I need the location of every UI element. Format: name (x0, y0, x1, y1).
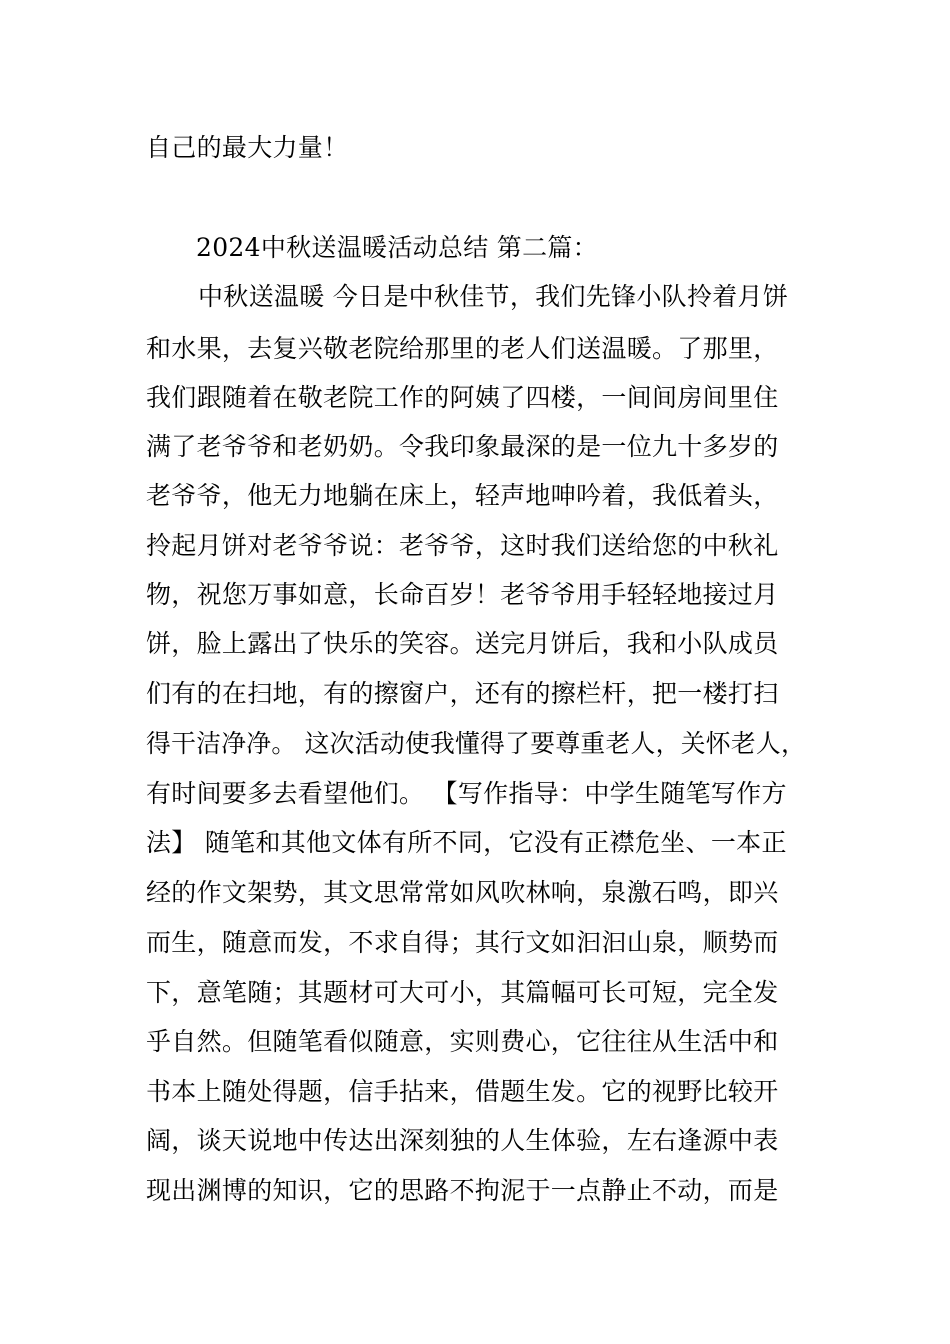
paragraph-line: 物，祝您万事如意，长命百岁！老爷爷用手轻轻地接过月 (146, 580, 779, 609)
paragraph-line: 书本上随处得题，信手拈来，借题生发。它的视野比较开 (146, 1077, 779, 1106)
paragraph-line: 拎起月饼对老爷爷说：老爷爷，这时我们送给您的中秋礼 (146, 531, 779, 560)
paragraph-line: 中秋送温暖 今日是中秋佳节，我们先锋小队拎着月饼 (198, 282, 789, 311)
paragraph-line: 老爷爷，他无力地躺在床上，轻声地呻吟着，我低着头， (146, 481, 779, 510)
paragraph-line: 我们跟随着在敬老院工作的阿姨了四楼，一间间房间里住 (146, 383, 779, 412)
paragraph-line: 满了老爷爷和老奶奶。令我印象最深的是一位九十多岁的 (146, 432, 779, 461)
paragraph-line: 有时间要多去看望他们。 【写作指导：中学生随笔写作方 (146, 779, 787, 808)
paragraph-line: 法】 随笔和其他文体有所不同，它没有正襟危坐、一本正 (146, 828, 787, 857)
paragraph-line: 现出渊博的知识，它的思路不拘泥于一点静止不动，而是 (146, 1176, 779, 1205)
paragraph-line: 而生，随意而发，不求自得；其行文如汩汩山泉，顺势而 (146, 928, 779, 957)
paragraph-line: 们有的在扫地，有的擦窗户，还有的擦栏杆，把一楼打扫 (146, 679, 779, 708)
paragraph-line: 和水果，去复兴敬老院给那里的老人们送温暖。了那里， (146, 334, 779, 363)
paragraph-line: 得干洁净净。 这次活动使我懂得了要尊重老人，关怀老人， (146, 729, 807, 758)
section-heading: 2024中秋送温暖活动总结 第二篇： (196, 233, 598, 262)
paragraph-line: 下，意笔随；其题材可大可小，其篇幅可长可短，完全发 (146, 978, 779, 1007)
paragraph-line: 经的作文架势，其文思常常如风吹林响，泉激石鸣，即兴 (146, 878, 779, 907)
paragraph-line: 乎自然。但随笔看似随意，实则费心，它往往从生活中和 (146, 1027, 779, 1056)
paragraph-line: 饼，脸上露出了快乐的笑容。送完月饼后，我和小队成员 (146, 629, 779, 658)
text-line-closing: 自己的最大力量！ (146, 133, 349, 162)
paragraph-line: 阔，谈天说地中传达出深刻独的人生体验，左右逢源中表 (146, 1126, 779, 1155)
